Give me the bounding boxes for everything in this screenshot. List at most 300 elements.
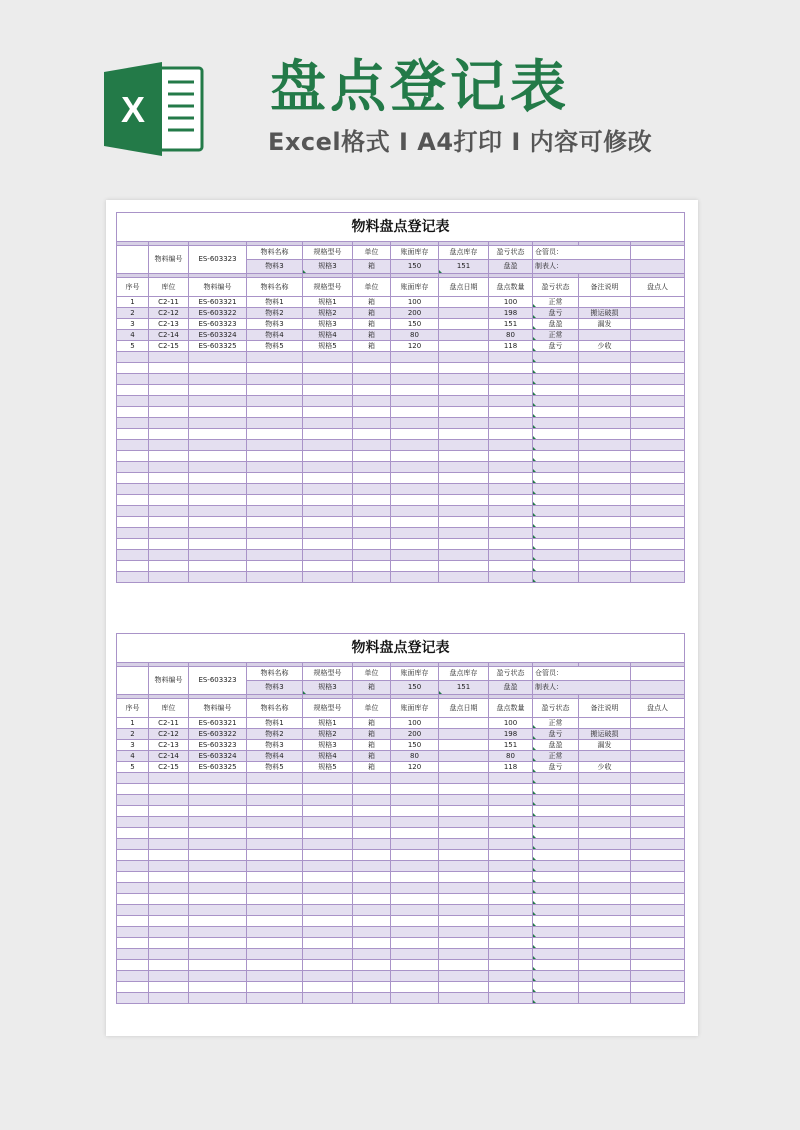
empty-cell[interactable] bbox=[631, 993, 685, 1004]
empty-cell[interactable] bbox=[533, 484, 579, 495]
empty-cell[interactable] bbox=[439, 982, 489, 993]
empty-cell[interactable] bbox=[631, 883, 685, 894]
empty-cell[interactable] bbox=[533, 572, 579, 583]
empty-cell[interactable] bbox=[631, 451, 685, 462]
empty-cell[interactable] bbox=[631, 363, 685, 374]
empty-cell[interactable] bbox=[149, 839, 189, 850]
empty-cell[interactable] bbox=[303, 883, 353, 894]
empty-cell[interactable] bbox=[189, 993, 247, 1004]
empty-cell[interactable] bbox=[631, 795, 685, 806]
table-cell[interactable]: 151 bbox=[489, 319, 533, 330]
table-cell[interactable]: 150 bbox=[391, 740, 439, 751]
empty-cell[interactable] bbox=[391, 806, 439, 817]
empty-cell[interactable] bbox=[533, 806, 579, 817]
empty-cell[interactable] bbox=[391, 905, 439, 916]
empty-cell[interactable] bbox=[631, 539, 685, 550]
empty-cell[interactable] bbox=[439, 407, 489, 418]
table-cell[interactable]: 少收 bbox=[579, 341, 631, 352]
empty-cell[interactable] bbox=[489, 528, 533, 539]
empty-cell[interactable] bbox=[117, 484, 149, 495]
empty-cell[interactable] bbox=[489, 949, 533, 960]
empty-cell[interactable] bbox=[439, 440, 489, 451]
info-value-cell[interactable]: 规格3 bbox=[303, 681, 353, 695]
empty-cell[interactable] bbox=[353, 440, 391, 451]
table-cell[interactable]: 80 bbox=[489, 330, 533, 341]
column-header[interactable]: 物料名称 bbox=[247, 699, 303, 718]
empty-cell[interactable] bbox=[149, 539, 189, 550]
info-blank-cell[interactable] bbox=[117, 246, 149, 274]
empty-cell[interactable] bbox=[391, 451, 439, 462]
empty-cell[interactable] bbox=[247, 872, 303, 883]
table-cell[interactable] bbox=[579, 297, 631, 308]
empty-cell[interactable] bbox=[439, 539, 489, 550]
empty-cell[interactable] bbox=[533, 495, 579, 506]
empty-cell[interactable] bbox=[439, 773, 489, 784]
table-cell[interactable]: 箱 bbox=[353, 341, 391, 352]
empty-cell[interactable] bbox=[533, 550, 579, 561]
info-header-cell[interactable]: 盘点库存 bbox=[439, 667, 489, 681]
empty-cell[interactable] bbox=[353, 363, 391, 374]
empty-cell[interactable] bbox=[533, 883, 579, 894]
empty-cell[interactable] bbox=[489, 905, 533, 916]
empty-cell[interactable] bbox=[189, 784, 247, 795]
info-header-cell[interactable]: 盈亏状态 bbox=[489, 667, 533, 681]
empty-cell[interactable] bbox=[391, 407, 439, 418]
table-cell[interactable]: 3 bbox=[117, 740, 149, 751]
table-cell[interactable]: 规格3 bbox=[303, 319, 353, 330]
empty-cell[interactable] bbox=[533, 407, 579, 418]
empty-cell[interactable] bbox=[579, 850, 631, 861]
table-cell[interactable] bbox=[579, 751, 631, 762]
empty-cell[interactable] bbox=[189, 440, 247, 451]
empty-cell[interactable] bbox=[149, 473, 189, 484]
empty-cell[interactable] bbox=[489, 550, 533, 561]
empty-cell[interactable] bbox=[533, 396, 579, 407]
empty-cell[interactable] bbox=[117, 894, 149, 905]
empty-cell[interactable] bbox=[353, 883, 391, 894]
empty-cell[interactable] bbox=[631, 850, 685, 861]
empty-cell[interactable] bbox=[489, 374, 533, 385]
column-header[interactable]: 物料编号 bbox=[189, 699, 247, 718]
empty-cell[interactable] bbox=[189, 572, 247, 583]
empty-cell[interactable] bbox=[533, 894, 579, 905]
empty-cell[interactable] bbox=[189, 773, 247, 784]
empty-cell[interactable] bbox=[391, 916, 439, 927]
table-cell[interactable]: 物料4 bbox=[247, 330, 303, 341]
column-header[interactable]: 物料编号 bbox=[189, 278, 247, 297]
empty-cell[interactable] bbox=[247, 850, 303, 861]
empty-cell[interactable] bbox=[149, 385, 189, 396]
table-cell[interactable]: 2 bbox=[117, 729, 149, 740]
empty-cell[interactable] bbox=[189, 396, 247, 407]
empty-cell[interactable] bbox=[391, 418, 439, 429]
empty-cell[interactable] bbox=[631, 971, 685, 982]
table-cell[interactable]: C2-14 bbox=[149, 330, 189, 341]
empty-cell[interactable] bbox=[189, 828, 247, 839]
info-value-cell[interactable]: 箱 bbox=[353, 260, 391, 274]
empty-cell[interactable] bbox=[391, 850, 439, 861]
empty-cell[interactable] bbox=[533, 850, 579, 861]
empty-cell[interactable] bbox=[303, 773, 353, 784]
empty-cell[interactable] bbox=[247, 396, 303, 407]
maker-label[interactable]: 制表人： bbox=[533, 681, 631, 695]
table-cell[interactable]: ES-603324 bbox=[189, 751, 247, 762]
table-cell[interactable]: 箱 bbox=[353, 740, 391, 751]
empty-cell[interactable] bbox=[303, 429, 353, 440]
empty-cell[interactable] bbox=[117, 839, 149, 850]
empty-cell[interactable] bbox=[353, 927, 391, 938]
table-cell[interactable] bbox=[439, 762, 489, 773]
empty-cell[interactable] bbox=[391, 462, 439, 473]
empty-cell[interactable] bbox=[117, 561, 149, 572]
empty-cell[interactable] bbox=[391, 872, 439, 883]
empty-cell[interactable] bbox=[247, 407, 303, 418]
empty-cell[interactable] bbox=[189, 528, 247, 539]
table-cell[interactable] bbox=[631, 762, 685, 773]
empty-cell[interactable] bbox=[117, 905, 149, 916]
table-cell[interactable]: ES-603323 bbox=[189, 740, 247, 751]
empty-cell[interactable] bbox=[149, 960, 189, 971]
empty-cell[interactable] bbox=[631, 916, 685, 927]
empty-cell[interactable] bbox=[391, 773, 439, 784]
empty-cell[interactable] bbox=[117, 773, 149, 784]
empty-cell[interactable] bbox=[149, 861, 189, 872]
empty-cell[interactable] bbox=[533, 817, 579, 828]
empty-cell[interactable] bbox=[149, 927, 189, 938]
empty-cell[interactable] bbox=[189, 374, 247, 385]
empty-cell[interactable] bbox=[579, 949, 631, 960]
empty-cell[interactable] bbox=[353, 561, 391, 572]
table-cell[interactable] bbox=[631, 341, 685, 352]
empty-cell[interactable] bbox=[353, 784, 391, 795]
empty-cell[interactable] bbox=[579, 773, 631, 784]
empty-cell[interactable] bbox=[489, 883, 533, 894]
empty-cell[interactable] bbox=[533, 539, 579, 550]
empty-cell[interactable] bbox=[247, 528, 303, 539]
empty-cell[interactable] bbox=[303, 561, 353, 572]
empty-cell[interactable] bbox=[489, 429, 533, 440]
empty-cell[interactable] bbox=[439, 993, 489, 1004]
empty-cell[interactable] bbox=[303, 539, 353, 550]
table-cell[interactable]: 物料1 bbox=[247, 718, 303, 729]
empty-cell[interactable] bbox=[391, 352, 439, 363]
empty-cell[interactable] bbox=[439, 484, 489, 495]
empty-cell[interactable] bbox=[579, 784, 631, 795]
table-cell[interactable]: 盘盈 bbox=[533, 319, 579, 330]
table-cell[interactable]: 118 bbox=[489, 341, 533, 352]
empty-cell[interactable] bbox=[579, 938, 631, 949]
empty-cell[interactable] bbox=[353, 982, 391, 993]
empty-cell[interactable] bbox=[439, 572, 489, 583]
table-cell[interactable]: 物料2 bbox=[247, 729, 303, 740]
empty-cell[interactable] bbox=[489, 451, 533, 462]
table-cell[interactable] bbox=[439, 330, 489, 341]
empty-cell[interactable] bbox=[579, 495, 631, 506]
empty-cell[interactable] bbox=[353, 484, 391, 495]
empty-cell[interactable] bbox=[631, 385, 685, 396]
table-cell[interactable]: C2-12 bbox=[149, 729, 189, 740]
empty-cell[interactable] bbox=[631, 429, 685, 440]
empty-cell[interactable] bbox=[579, 451, 631, 462]
empty-cell[interactable] bbox=[533, 938, 579, 949]
empty-cell[interactable] bbox=[303, 872, 353, 883]
empty-cell[interactable] bbox=[439, 550, 489, 561]
empty-cell[interactable] bbox=[439, 905, 489, 916]
empty-cell[interactable] bbox=[439, 806, 489, 817]
info-value-cell[interactable]: 物料3 bbox=[247, 260, 303, 274]
table-cell[interactable]: 物料5 bbox=[247, 341, 303, 352]
empty-cell[interactable] bbox=[489, 385, 533, 396]
empty-cell[interactable] bbox=[353, 451, 391, 462]
empty-cell[interactable] bbox=[631, 784, 685, 795]
table-cell[interactable] bbox=[579, 330, 631, 341]
empty-cell[interactable] bbox=[189, 451, 247, 462]
empty-cell[interactable] bbox=[117, 850, 149, 861]
empty-cell[interactable] bbox=[579, 506, 631, 517]
table-cell[interactable] bbox=[631, 308, 685, 319]
empty-cell[interactable] bbox=[149, 806, 189, 817]
empty-cell[interactable] bbox=[117, 451, 149, 462]
empty-cell[interactable] bbox=[631, 407, 685, 418]
empty-cell[interactable] bbox=[247, 993, 303, 1004]
table-cell[interactable] bbox=[631, 729, 685, 740]
empty-cell[interactable] bbox=[303, 828, 353, 839]
empty-cell[interactable] bbox=[247, 905, 303, 916]
empty-cell[interactable] bbox=[391, 938, 439, 949]
empty-cell[interactable] bbox=[117, 982, 149, 993]
empty-cell[interactable] bbox=[631, 839, 685, 850]
empty-cell[interactable] bbox=[631, 374, 685, 385]
empty-cell[interactable] bbox=[391, 949, 439, 960]
info-value-cell[interactable]: 150 bbox=[391, 681, 439, 695]
empty-cell[interactable] bbox=[247, 418, 303, 429]
empty-cell[interactable] bbox=[631, 561, 685, 572]
empty-cell[interactable] bbox=[439, 949, 489, 960]
table-cell[interactable]: 118 bbox=[489, 762, 533, 773]
empty-cell[interactable] bbox=[391, 374, 439, 385]
empty-cell[interactable] bbox=[149, 374, 189, 385]
empty-cell[interactable] bbox=[391, 561, 439, 572]
table-cell[interactable]: 箱 bbox=[353, 718, 391, 729]
empty-cell[interactable] bbox=[579, 407, 631, 418]
empty-cell[interactable] bbox=[391, 982, 439, 993]
column-header[interactable]: 盘点人 bbox=[631, 278, 685, 297]
empty-cell[interactable] bbox=[533, 861, 579, 872]
empty-cell[interactable] bbox=[439, 872, 489, 883]
empty-cell[interactable] bbox=[117, 960, 149, 971]
empty-cell[interactable] bbox=[117, 352, 149, 363]
empty-cell[interactable] bbox=[533, 451, 579, 462]
column-header[interactable]: 备注说明 bbox=[579, 699, 631, 718]
empty-cell[interactable] bbox=[117, 883, 149, 894]
empty-cell[interactable] bbox=[149, 462, 189, 473]
table-cell[interactable]: 4 bbox=[117, 330, 149, 341]
empty-cell[interactable] bbox=[439, 363, 489, 374]
empty-cell[interactable] bbox=[489, 960, 533, 971]
empty-cell[interactable] bbox=[489, 539, 533, 550]
empty-cell[interactable] bbox=[439, 927, 489, 938]
empty-cell[interactable] bbox=[489, 572, 533, 583]
empty-cell[interactable] bbox=[303, 960, 353, 971]
empty-cell[interactable] bbox=[189, 894, 247, 905]
table-cell[interactable]: 120 bbox=[391, 762, 439, 773]
empty-cell[interactable] bbox=[489, 872, 533, 883]
empty-cell[interactable] bbox=[353, 850, 391, 861]
table-cell[interactable] bbox=[631, 751, 685, 762]
empty-cell[interactable] bbox=[189, 916, 247, 927]
empty-cell[interactable] bbox=[489, 462, 533, 473]
empty-cell[interactable] bbox=[631, 506, 685, 517]
empty-cell[interactable] bbox=[391, 839, 439, 850]
column-header[interactable]: 盘点数量 bbox=[489, 278, 533, 297]
empty-cell[interactable] bbox=[579, 883, 631, 894]
empty-cell[interactable] bbox=[149, 938, 189, 949]
column-header[interactable]: 盈亏状态 bbox=[533, 278, 579, 297]
table-cell[interactable]: 3 bbox=[117, 319, 149, 330]
table-cell[interactable]: 物料1 bbox=[247, 297, 303, 308]
empty-cell[interactable] bbox=[489, 561, 533, 572]
empty-cell[interactable] bbox=[117, 993, 149, 1004]
empty-cell[interactable] bbox=[117, 506, 149, 517]
empty-cell[interactable] bbox=[353, 960, 391, 971]
empty-cell[interactable] bbox=[579, 484, 631, 495]
empty-cell[interactable] bbox=[353, 572, 391, 583]
empty-cell[interactable] bbox=[533, 517, 579, 528]
keeper-value[interactable] bbox=[631, 246, 685, 260]
empty-cell[interactable] bbox=[189, 418, 247, 429]
empty-cell[interactable] bbox=[353, 828, 391, 839]
empty-cell[interactable] bbox=[189, 517, 247, 528]
empty-cell[interactable] bbox=[117, 418, 149, 429]
empty-cell[interactable] bbox=[247, 462, 303, 473]
empty-cell[interactable] bbox=[117, 385, 149, 396]
empty-cell[interactable] bbox=[533, 784, 579, 795]
empty-cell[interactable] bbox=[189, 872, 247, 883]
empty-cell[interactable] bbox=[149, 352, 189, 363]
empty-cell[interactable] bbox=[391, 971, 439, 982]
info-header-cell[interactable]: 账面库存 bbox=[391, 667, 439, 681]
empty-cell[interactable] bbox=[533, 971, 579, 982]
empty-cell[interactable] bbox=[489, 396, 533, 407]
empty-cell[interactable] bbox=[489, 506, 533, 517]
empty-cell[interactable] bbox=[353, 418, 391, 429]
empty-cell[interactable] bbox=[149, 429, 189, 440]
empty-cell[interactable] bbox=[247, 451, 303, 462]
empty-cell[interactable] bbox=[353, 971, 391, 982]
empty-cell[interactable] bbox=[149, 561, 189, 572]
table-cell[interactable]: C2-11 bbox=[149, 297, 189, 308]
table-cell[interactable] bbox=[439, 297, 489, 308]
empty-cell[interactable] bbox=[533, 905, 579, 916]
empty-cell[interactable] bbox=[533, 916, 579, 927]
table-cell[interactable]: ES-603321 bbox=[189, 718, 247, 729]
empty-cell[interactable] bbox=[489, 861, 533, 872]
table-cell[interactable]: 2 bbox=[117, 308, 149, 319]
empty-cell[interactable] bbox=[117, 550, 149, 561]
empty-cell[interactable] bbox=[247, 960, 303, 971]
empty-cell[interactable] bbox=[149, 418, 189, 429]
empty-cell[interactable] bbox=[189, 949, 247, 960]
empty-cell[interactable] bbox=[439, 495, 489, 506]
empty-cell[interactable] bbox=[117, 806, 149, 817]
info-header-cell[interactable]: 账面库存 bbox=[391, 246, 439, 260]
empty-cell[interactable] bbox=[353, 916, 391, 927]
empty-cell[interactable] bbox=[247, 927, 303, 938]
empty-cell[interactable] bbox=[533, 960, 579, 971]
table-cell[interactable]: 物料2 bbox=[247, 308, 303, 319]
column-header[interactable]: 库位 bbox=[149, 278, 189, 297]
empty-cell[interactable] bbox=[391, 817, 439, 828]
empty-cell[interactable] bbox=[303, 396, 353, 407]
table-cell[interactable]: 漏发 bbox=[579, 319, 631, 330]
info-header-cell[interactable]: 单位 bbox=[353, 246, 391, 260]
table-cell[interactable]: 箱 bbox=[353, 308, 391, 319]
table-cell[interactable] bbox=[631, 330, 685, 341]
empty-cell[interactable] bbox=[533, 363, 579, 374]
table-cell[interactable] bbox=[439, 740, 489, 751]
table-cell[interactable]: 箱 bbox=[353, 762, 391, 773]
empty-cell[interactable] bbox=[303, 806, 353, 817]
table-cell[interactable]: ES-603325 bbox=[189, 341, 247, 352]
empty-cell[interactable] bbox=[149, 905, 189, 916]
empty-cell[interactable] bbox=[353, 861, 391, 872]
empty-cell[interactable] bbox=[303, 374, 353, 385]
empty-cell[interactable] bbox=[149, 850, 189, 861]
empty-cell[interactable] bbox=[117, 795, 149, 806]
empty-cell[interactable] bbox=[247, 440, 303, 451]
empty-cell[interactable] bbox=[247, 572, 303, 583]
empty-cell[interactable] bbox=[353, 993, 391, 1004]
table-cell[interactable]: 80 bbox=[489, 751, 533, 762]
empty-cell[interactable] bbox=[533, 462, 579, 473]
empty-cell[interactable] bbox=[439, 850, 489, 861]
table-cell[interactable] bbox=[579, 718, 631, 729]
empty-cell[interactable] bbox=[439, 938, 489, 949]
info-header-cell[interactable]: 物料名称 bbox=[247, 246, 303, 260]
empty-cell[interactable] bbox=[189, 550, 247, 561]
empty-cell[interactable] bbox=[303, 352, 353, 363]
empty-cell[interactable] bbox=[391, 828, 439, 839]
empty-cell[interactable] bbox=[149, 440, 189, 451]
table-cell[interactable]: 箱 bbox=[353, 297, 391, 308]
empty-cell[interactable] bbox=[149, 407, 189, 418]
empty-cell[interactable] bbox=[247, 374, 303, 385]
empty-cell[interactable] bbox=[189, 363, 247, 374]
empty-cell[interactable] bbox=[303, 971, 353, 982]
empty-cell[interactable] bbox=[631, 396, 685, 407]
table-cell[interactable]: 100 bbox=[391, 718, 439, 729]
info-header-cell[interactable]: 规格型号 bbox=[303, 246, 353, 260]
empty-cell[interactable] bbox=[489, 916, 533, 927]
empty-cell[interactable] bbox=[189, 817, 247, 828]
column-header[interactable]: 盘点日期 bbox=[439, 278, 489, 297]
empty-cell[interactable] bbox=[439, 795, 489, 806]
material-code-label[interactable]: 物料编号 bbox=[149, 246, 189, 274]
maker-value[interactable] bbox=[631, 681, 685, 695]
empty-cell[interactable] bbox=[247, 429, 303, 440]
table-cell[interactable] bbox=[439, 718, 489, 729]
empty-cell[interactable] bbox=[353, 374, 391, 385]
empty-cell[interactable] bbox=[117, 938, 149, 949]
empty-cell[interactable] bbox=[189, 861, 247, 872]
table-cell[interactable]: ES-603325 bbox=[189, 762, 247, 773]
info-value-cell[interactable]: 规格3 bbox=[303, 260, 353, 274]
empty-cell[interactable] bbox=[439, 396, 489, 407]
empty-cell[interactable] bbox=[439, 374, 489, 385]
info-value-cell[interactable]: 盘盈 bbox=[489, 681, 533, 695]
empty-cell[interactable] bbox=[489, 352, 533, 363]
empty-cell[interactable] bbox=[533, 872, 579, 883]
